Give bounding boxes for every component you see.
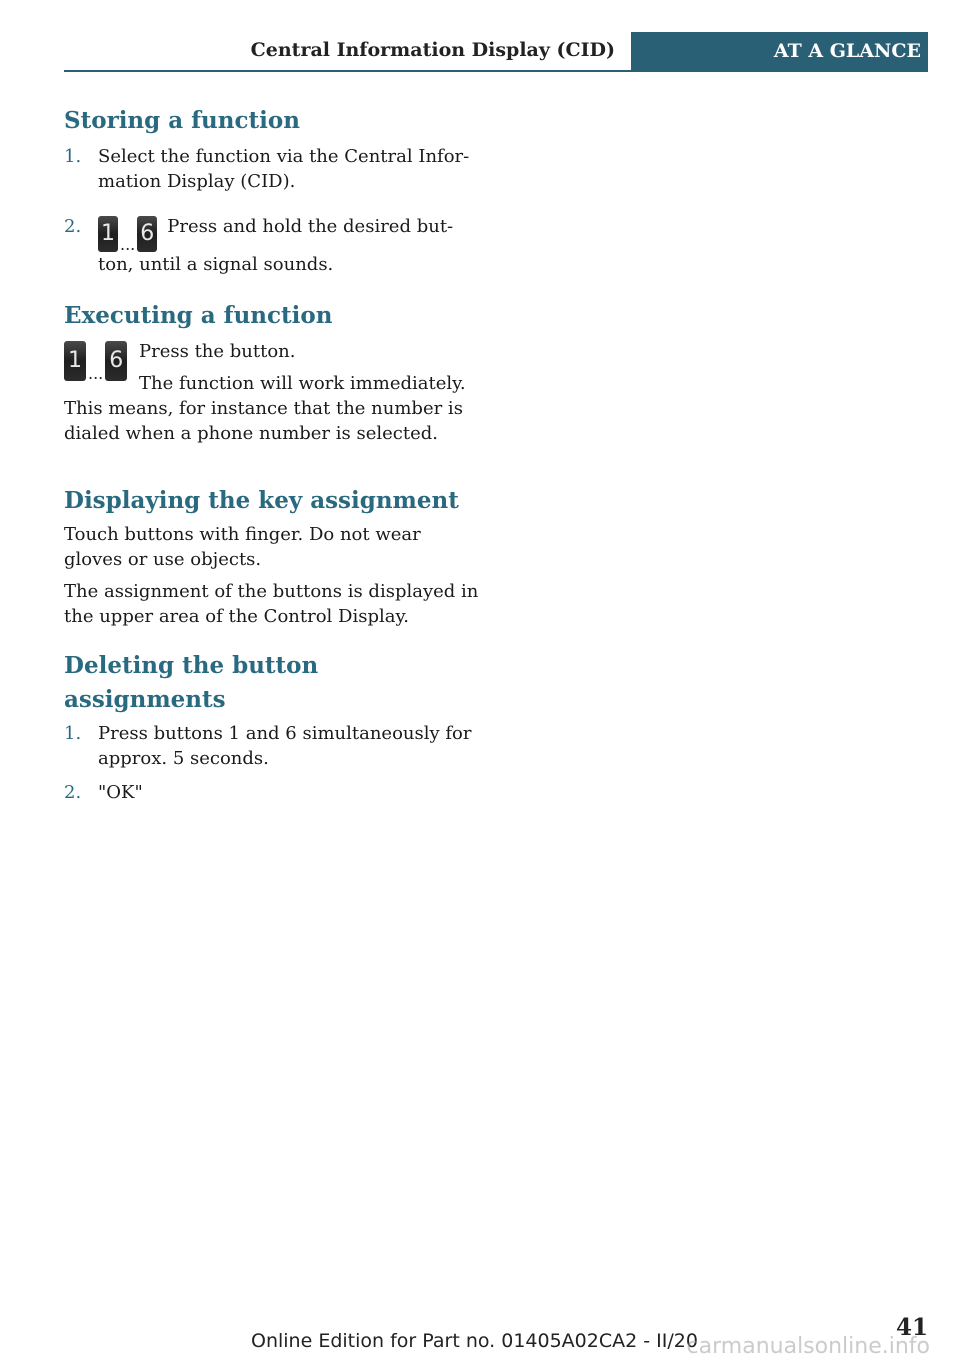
page-footer: [0, 1314, 930, 1359]
page-number: 41: [895, 1314, 928, 1341]
list-item: [64, 721, 484, 771]
key-6-icon: 6: [137, 216, 157, 252]
list-item: [64, 214, 484, 277]
step-text: Select the function via the Central Infor‐ mation Display (CID).: [98, 146, 470, 192]
step-number: 2.: [64, 216, 82, 237]
heading-storing-function: Storing a function: [64, 107, 300, 134]
list-item: [64, 144, 484, 194]
page-header: [64, 32, 928, 72]
favorite-keys-icon: [98, 216, 157, 252]
ellipsis: ...: [120, 234, 136, 254]
list-item: [64, 780, 484, 805]
step-number: 1.: [64, 722, 82, 744]
heading-key-assignment: Displaying the key assignment: [64, 486, 459, 514]
main-content: [64, 104, 484, 805]
favorite-keys-icon: [64, 341, 127, 381]
executing-line-2: The function will work immediately. This means, for instance that the number is dialed when a phone number is selected.: [64, 372, 466, 444]
step-number: 1.: [64, 146, 82, 167]
executing-line-1: Press the button.: [139, 340, 296, 362]
key-1-icon: 1: [98, 216, 118, 252]
key-assignment-para-2: The assignment of the buttons is displayed in the upper area of the Control Display.: [64, 580, 479, 627]
step-number: 2.: [64, 781, 82, 803]
chapter-title: Central Information Display (CID): [250, 39, 615, 61]
edition-note: Online Edition for Part no. 01405A02CA2 - II/20: [251, 1330, 698, 1352]
key-6-icon: 6: [105, 341, 127, 381]
watermark: carmanualsonline.info: [686, 1334, 930, 1359]
heading-deleting-assignments: Deleting the button assignments: [64, 651, 319, 713]
step-text: Press buttons 1 and 6 simultaneously for approx. 5 seconds.: [98, 722, 472, 769]
heading-executing-function: Executing a function: [64, 301, 333, 329]
step-text: "OK": [98, 781, 143, 803]
step-text: Press and hold the desired but‐ ton, until a signal sounds.: [98, 216, 454, 275]
key-assignment-para-1: Touch buttons with finger. Do not wear gloves or use objects.: [64, 523, 421, 570]
step-body: [98, 214, 484, 277]
section-tab: AT A GLANCE: [631, 32, 928, 70]
ellipsis: ...: [88, 363, 104, 383]
executing-block: [64, 339, 484, 446]
key-1-icon: 1: [64, 341, 86, 381]
